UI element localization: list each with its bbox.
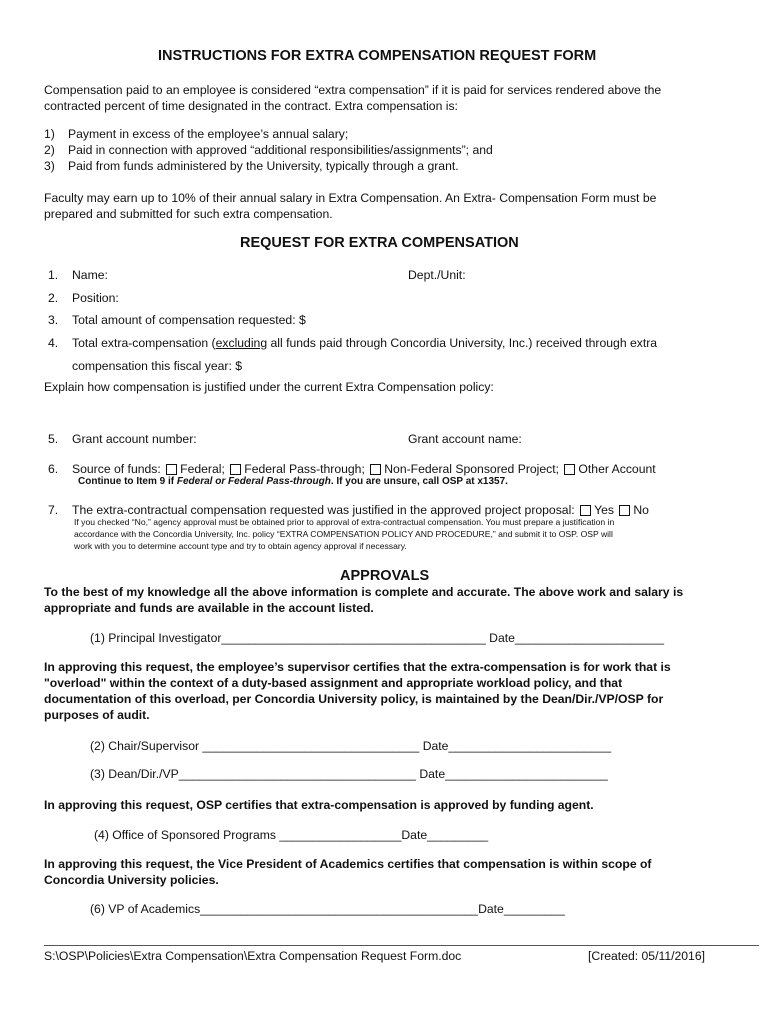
vp-academics-signature-line[interactable]: (6) VP of Academics_________________________________________Date_________ xyxy=(90,902,565,916)
excluding-underlined: excluding xyxy=(215,336,268,350)
item-4-post: all funds paid through Concordia University, Inc.) received through extra xyxy=(267,336,658,350)
federal-checkbox[interactable] xyxy=(166,464,177,475)
item-7-note-line-1: If you checked “No,” agency approval must be obtained prior to approval of extra-contractual compensation. You must prepare a justification in xyxy=(74,517,615,527)
federal-pass-through-checkbox[interactable] xyxy=(230,464,241,475)
approval-statement-1-line-1: To the best of my knowledge all the above information is complete and accurate. The above work and salary is xyxy=(44,585,684,599)
page-title: INSTRUCTIONS FOR EXTRA COMPENSATION REQUEST FORM xyxy=(158,48,597,64)
grant-account-number-label[interactable]: Grant account number: xyxy=(72,432,197,446)
approval-statement-4-line-2: Concordia University policies. xyxy=(44,873,219,887)
chair-supervisor-signature-line[interactable]: (2) Chair/Supervisor ________________________________ Date________________________ xyxy=(90,739,612,753)
item-4-pre: Total extra-compensation ( xyxy=(72,336,216,350)
item-6-note-italic: Federal or Federal Pass-through xyxy=(176,476,331,487)
other-account-checkbox[interactable] xyxy=(564,464,575,475)
grant-account-name-label[interactable]: Grant account name: xyxy=(408,432,522,446)
source-of-funds-row xyxy=(72,461,656,477)
non-federal-sponsored-checkbox[interactable] xyxy=(370,464,381,475)
item-7-note-line-3: work with you to determine account type and try to obtain agency approval if necessary. xyxy=(74,541,407,551)
approval-statement-2-line-4: purposes of audit. xyxy=(44,708,150,722)
item-2-number: 2. xyxy=(48,291,59,305)
dean-director-vp-signature-line[interactable]: (3) Dean/Dir./VP___________________________________ Date________________________ xyxy=(90,767,608,781)
federal-option-label: Federal; xyxy=(180,462,225,476)
dept-unit-field-label[interactable]: Dept./Unit: xyxy=(408,268,466,282)
approvals-heading: APPROVALS xyxy=(340,568,430,584)
approval-statement-1-line-2: appropriate and funds are available in the account listed. xyxy=(44,601,374,615)
criteria-text-2: Paid in connection with approved “additional responsibilities/assignments”; and xyxy=(68,143,493,157)
item-7-number: 7. xyxy=(48,503,59,517)
item-6-note xyxy=(78,476,508,487)
item-3-number: 3. xyxy=(48,313,59,327)
yes-option-label: Yes xyxy=(594,503,614,517)
fiscal-year-compensation-label xyxy=(72,335,657,351)
yes-checkbox[interactable] xyxy=(580,505,591,516)
approval-statement-2-line-2: "overload" within the context of a duty-based assignment and appropriate workload policy, and that xyxy=(44,676,623,690)
footer-created-date: [Created: 05/11/2016] xyxy=(588,949,705,963)
item-5-number: 5. xyxy=(48,432,59,446)
criteria-text-3: Paid from funds administered by the University, typically through a grant. xyxy=(68,159,459,173)
approval-statement-4-line-1: In approving this request, the Vice President of Academics certifies that compensation is within scope of xyxy=(44,857,652,871)
approval-statement-3: In approving this request, OSP certifies that extra-compensation is approved by funding agent. xyxy=(44,798,594,812)
principal-investigator-signature-line[interactable]: (1) Principal Investigator_______________________________________ Date______________________ xyxy=(90,631,665,645)
faculty-line-2: prepared and submitted for such extra compensation. xyxy=(44,207,333,221)
criteria-num-3: 3) xyxy=(44,159,55,173)
request-heading: REQUEST FOR EXTRA COMPENSATION xyxy=(240,235,519,251)
justification-field-label[interactable]: Explain how compensation is justified under the current Extra Compensation policy: xyxy=(44,380,494,394)
proposal-justified-label: The extra-contractual compensation requested was justified in the approved project proposal: xyxy=(72,503,575,517)
no-checkbox[interactable] xyxy=(619,505,630,516)
criteria-num-2: 2) xyxy=(44,143,55,157)
criteria-num-1: 1) xyxy=(44,127,55,141)
source-of-funds-label: Source of funds: xyxy=(72,462,161,476)
item-4-number: 4. xyxy=(48,336,59,350)
approval-statement-2-line-3: documentation of this overload, per Concordia University policy, is maintained by the Dean/Dir./VP/OSP for xyxy=(44,692,664,706)
osp-signature-line[interactable]: (4) Office of Sponsored Programs __________________Date_________ xyxy=(94,828,489,842)
fiscal-year-compensation-field-label[interactable]: compensation this fiscal year: $ xyxy=(72,359,243,373)
approval-statement-2-line-1: In approving this request, the employee’s supervisor certifies that the extra-compensation is for work that is xyxy=(44,660,671,674)
item-6-note-pre: Continue to Item 9 if xyxy=(78,476,177,487)
position-field-label[interactable]: Position: xyxy=(72,291,119,305)
footer-divider xyxy=(44,945,759,946)
item-6-note-post: . If you are unsure, call OSP at x1357. xyxy=(330,476,508,487)
footer-file-path: S:\OSP\Policies\Extra Compensation\Extra Compensation Request Form.doc xyxy=(44,949,462,963)
other-account-option-label: Other Account xyxy=(578,462,656,476)
name-field-label[interactable]: Name: xyxy=(72,268,108,282)
item-7-note-line-2: accordance with the Concordia University, Inc. policy “EXTRA COMPENSATION POLICY AND PROCEDURE,” and submit it to OSP. OSP will xyxy=(74,529,613,539)
federal-pass-through-option-label: Federal Pass-through; xyxy=(244,462,365,476)
criteria-text-1: Payment in excess of the employee’s annual salary; xyxy=(68,127,349,141)
no-option-label: No xyxy=(633,503,649,517)
non-federal-sponsored-option-label: Non-Federal Sponsored Project; xyxy=(384,462,560,476)
faculty-line-1: Faculty may earn up to 10% of their annual salary in Extra Compensation. An Extra- Compensation Form must be xyxy=(44,191,657,205)
item-6-number: 6. xyxy=(48,462,59,476)
item-1-number: 1. xyxy=(48,268,59,282)
intro-line-1: Compensation paid to an employee is considered “extra compensation” if it is paid for services rendered above the xyxy=(44,83,662,97)
intro-line-2: contracted percent of time designated in the contract. Extra compensation is: xyxy=(44,99,458,113)
total-compensation-field-label[interactable]: Total amount of compensation requested: $ xyxy=(72,313,306,327)
